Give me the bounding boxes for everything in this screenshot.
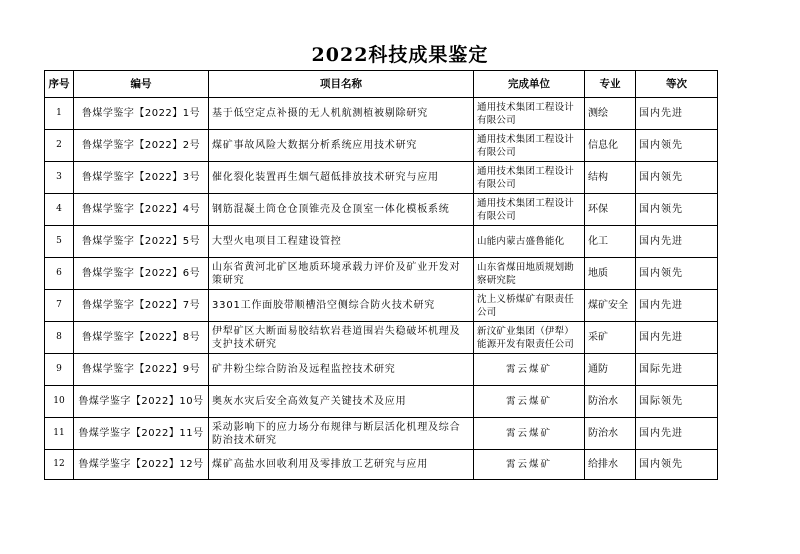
cell-level: 国内领先 xyxy=(636,194,718,226)
cell-field: 煤矿安全 xyxy=(585,290,636,322)
cell-code: 鲁煤学鉴字【2022】7号 xyxy=(74,290,209,322)
cell-code: 鲁煤学鉴字【2022】12号 xyxy=(74,450,209,480)
cell-unit: 霄云煤矿 xyxy=(474,450,585,480)
cell-name: 催化裂化装置再生烟气超低排放技术研究与应用 xyxy=(209,162,474,194)
cell-code: 鲁煤学鉴字【2022】4号 xyxy=(74,194,209,226)
cell-level: 国内领先 xyxy=(636,450,718,480)
cell-no: 1 xyxy=(45,98,74,130)
cell-no: 9 xyxy=(45,354,74,386)
cell-unit: 山东省煤田地质规划勘察研究院 xyxy=(474,258,585,290)
cell-name: 大型火电项目工程建设管控 xyxy=(209,226,474,258)
cell-field: 环保 xyxy=(585,194,636,226)
table-row xyxy=(45,162,718,194)
cell-name: 山东省黄河北矿区地质环境承载力评价及矿业开发对策研究 xyxy=(209,258,474,290)
cell-name: 钢筋混凝土筒仓仓顶锥壳及仓顶室一体化模板系统 xyxy=(209,194,474,226)
cell-no: 12 xyxy=(45,450,74,480)
cell-name: 采动影响下的应力场分布规律与断层活化机理及综合防治技术研究 xyxy=(209,418,474,450)
cell-unit: 沈上义桥煤矿有限责任公司 xyxy=(474,290,585,322)
cell-name: 矿井粉尘综合防治及远程监控技术研究 xyxy=(209,354,474,386)
cell-code: 鲁煤学鉴字【2022】3号 xyxy=(74,162,209,194)
cell-level: 国内先进 xyxy=(636,418,718,450)
cell-name: 煤矿事故风险大数据分析系统应用技术研究 xyxy=(209,130,474,162)
cell-field: 给排水 xyxy=(585,450,636,480)
cell-field: 信息化 xyxy=(585,130,636,162)
cell-level: 国内先进 xyxy=(636,98,718,130)
table-row xyxy=(45,130,718,162)
table-row xyxy=(45,98,718,130)
table-row xyxy=(45,418,718,450)
cell-code: 鲁煤学鉴字【2022】8号 xyxy=(74,322,209,354)
table-row xyxy=(45,386,718,418)
cell-code: 鲁煤学鉴字【2022】9号 xyxy=(74,354,209,386)
cell-unit: 通用技术集团工程设计有限公司 xyxy=(474,162,585,194)
cell-code: 鲁煤学鉴字【2022】5号 xyxy=(74,226,209,258)
page-title: 2022科技成果鉴定 xyxy=(311,44,489,66)
table-row xyxy=(45,354,718,386)
cell-field: 防治水 xyxy=(585,418,636,450)
cell-field: 通防 xyxy=(585,354,636,386)
cell-level: 国内领先 xyxy=(636,130,718,162)
header-unit: 完成单位 xyxy=(474,71,585,98)
table-row xyxy=(45,450,718,480)
cell-no: 5 xyxy=(45,226,74,258)
header-no: 序号 xyxy=(45,71,74,98)
cell-no: 8 xyxy=(45,322,74,354)
cell-field: 测绘 xyxy=(585,98,636,130)
header-level: 等次 xyxy=(636,71,718,98)
cell-field: 防治水 xyxy=(585,386,636,418)
cell-field: 结构 xyxy=(585,162,636,194)
cell-code: 鲁煤学鉴字【2022】10号 xyxy=(74,386,209,418)
cell-field: 采矿 xyxy=(585,322,636,354)
header-field: 专业 xyxy=(585,71,636,98)
cell-level: 国内领先 xyxy=(636,258,718,290)
cell-name: 伊犁矿区大断面易胶结软岩巷道围岩失稳破坏机理及支护技术研究 xyxy=(209,322,474,354)
cell-level: 国际先进 xyxy=(636,354,718,386)
cell-no: 11 xyxy=(45,418,74,450)
cell-name: 基于低空定点补摄的无人机航测植被剔除研究 xyxy=(209,98,474,130)
table-row xyxy=(45,226,718,258)
table-header-row xyxy=(45,71,718,98)
cell-unit: 通用技术集团工程设计有限公司 xyxy=(474,130,585,162)
cell-unit: 通用技术集团工程设计有限公司 xyxy=(474,98,585,130)
header-code: 编号 xyxy=(74,71,209,98)
cell-unit: 霄云煤矿 xyxy=(474,354,585,386)
cell-unit: 山能内蒙古盛鲁能化 xyxy=(474,226,585,258)
cell-name: 3301工作面胶带顺槽沿空侧综合防火技术研究 xyxy=(209,290,474,322)
table-row xyxy=(45,322,718,354)
cell-no: 3 xyxy=(45,162,74,194)
header-name: 项目名称 xyxy=(209,71,474,98)
table-row xyxy=(45,290,718,322)
cell-unit: 霄云煤矿 xyxy=(474,418,585,450)
table-row xyxy=(45,258,718,290)
table-row xyxy=(45,194,718,226)
cell-level: 国内先进 xyxy=(636,322,718,354)
cell-no: 7 xyxy=(45,290,74,322)
cell-level: 国内先进 xyxy=(636,290,718,322)
cell-no: 4 xyxy=(45,194,74,226)
cell-unit: 霄云煤矿 xyxy=(474,386,585,418)
cell-level: 国际领先 xyxy=(636,386,718,418)
cell-field: 化工 xyxy=(585,226,636,258)
cell-level: 国内领先 xyxy=(636,162,718,194)
cell-code: 鲁煤学鉴字【2022】11号 xyxy=(74,418,209,450)
cell-unit: 通用技术集团工程设计有限公司 xyxy=(474,194,585,226)
cell-unit: 新汶矿业集团（伊犁）能源开发有限责任公司 xyxy=(474,322,585,354)
results-table xyxy=(44,70,718,480)
cell-name: 奥灰水灾后安全高效复产关键技术及应用 xyxy=(209,386,474,418)
cell-code: 鲁煤学鉴字【2022】6号 xyxy=(74,258,209,290)
cell-no: 2 xyxy=(45,130,74,162)
cell-name: 煤矿高盐水回收利用及零排放工艺研究与应用 xyxy=(209,450,474,480)
cell-no: 6 xyxy=(45,258,74,290)
cell-field: 地质 xyxy=(585,258,636,290)
cell-no: 10 xyxy=(45,386,74,418)
cell-code: 鲁煤学鉴字【2022】1号 xyxy=(74,98,209,130)
cell-code: 鲁煤学鉴字【2022】2号 xyxy=(74,130,209,162)
cell-level: 国内先进 xyxy=(636,226,718,258)
